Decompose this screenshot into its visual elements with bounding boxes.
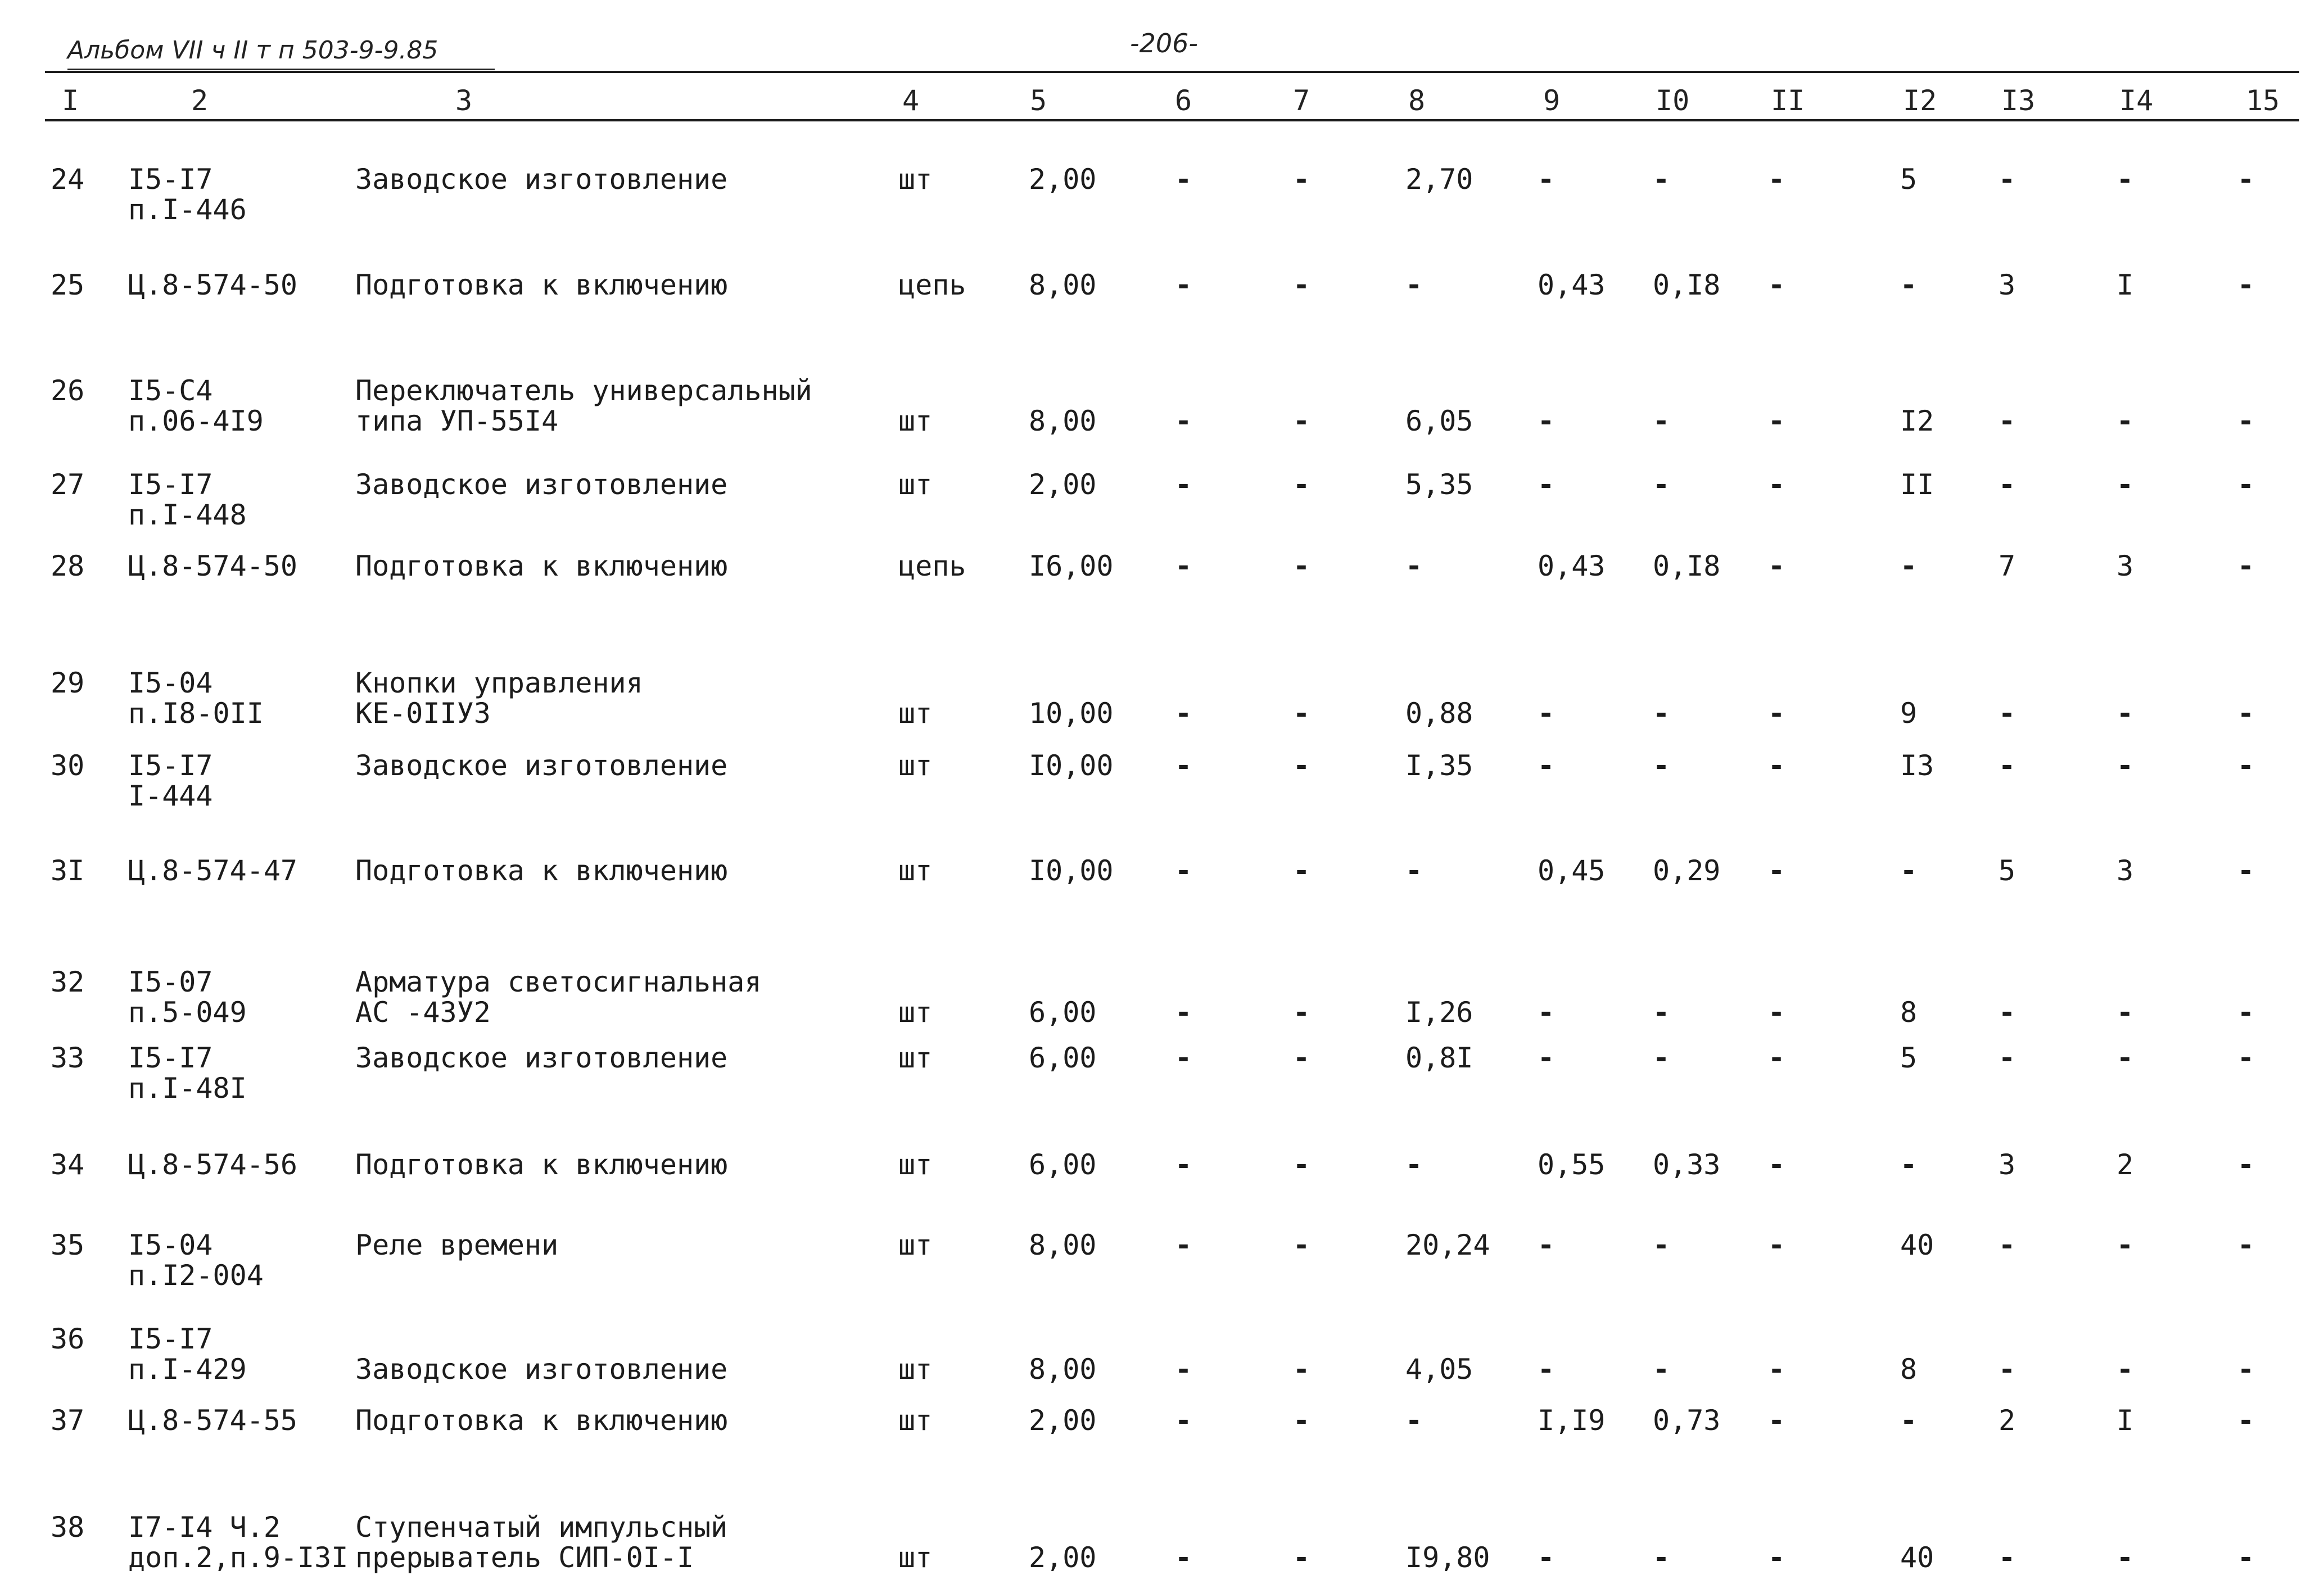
row-cell-c12: I2 bbox=[1900, 405, 1934, 437]
row-cell-c6: - bbox=[1175, 550, 1192, 582]
row-cell-c7: - bbox=[1293, 854, 1310, 887]
row-unit: цепь bbox=[898, 269, 966, 301]
row-name: АС -43У2 bbox=[355, 996, 491, 1029]
row-code: п.I8-0II bbox=[128, 697, 264, 730]
row-number: 29 bbox=[51, 667, 85, 699]
row-name: Подготовка к включению bbox=[355, 1148, 728, 1181]
row-cell-c7: - bbox=[1293, 1148, 1310, 1181]
row-cell-c7: - bbox=[1293, 996, 1310, 1029]
row-cell-c9: 0,45 bbox=[1538, 854, 1606, 887]
row-name: Подготовка к включению bbox=[355, 854, 728, 887]
row-cell-c8: - bbox=[1405, 1148, 1423, 1181]
row-cell-c11: - bbox=[1768, 550, 1785, 582]
row-cell-c14: 2 bbox=[2117, 1148, 2134, 1181]
row-cell-c12: II bbox=[1900, 468, 1934, 501]
row-cell-c8: I,26 bbox=[1405, 996, 1473, 1029]
row-number: 24 bbox=[51, 163, 85, 196]
row-unit: шт bbox=[898, 1353, 933, 1386]
row-code: I5-04 bbox=[128, 667, 213, 699]
row-cell-c8: 6,05 bbox=[1405, 405, 1473, 437]
row-unit: шт bbox=[898, 697, 933, 730]
row-cell-c12: 8 bbox=[1900, 1353, 1918, 1386]
column-header-5: 5 bbox=[1030, 84, 1047, 117]
row-cell-c15: - bbox=[2237, 749, 2255, 782]
row-cell-c5: 8,00 bbox=[1029, 405, 1097, 437]
row-cell-c10: - bbox=[1653, 468, 1670, 501]
row-code: Ц.8-574-50 bbox=[128, 269, 298, 301]
row-cell-c10: 0,29 bbox=[1653, 854, 1721, 887]
row-cell-c13: 7 bbox=[1999, 550, 2016, 582]
row-cell-c14: - bbox=[2117, 749, 2134, 782]
row-cell-c13: - bbox=[1999, 1541, 2016, 1574]
row-code: Ц.8-574-47 bbox=[128, 854, 298, 887]
row-cell-c13: - bbox=[1999, 996, 2016, 1029]
row-cell-c11: - bbox=[1768, 468, 1785, 501]
row-cell-c15: - bbox=[2237, 1148, 2255, 1181]
row-cell-c10: - bbox=[1653, 996, 1670, 1029]
row-cell-c9: - bbox=[1538, 1229, 1555, 1261]
row-cell-c11: - bbox=[1768, 1229, 1785, 1261]
row-cell-c15: - bbox=[2237, 1541, 2255, 1574]
header-rule bbox=[45, 119, 2299, 121]
row-number: 34 bbox=[51, 1148, 85, 1181]
row-number: 36 bbox=[51, 1323, 85, 1355]
row-number: 26 bbox=[51, 374, 85, 407]
row-cell-c8: 4,05 bbox=[1405, 1353, 1473, 1386]
row-unit: шт bbox=[898, 854, 933, 887]
row-cell-c13: - bbox=[1999, 1042, 2016, 1074]
row-cell-c8: 2,70 bbox=[1405, 163, 1473, 196]
row-number: 30 bbox=[51, 749, 85, 782]
row-cell-c9: 0,43 bbox=[1538, 550, 1606, 582]
row-cell-c15: - bbox=[2237, 405, 2255, 437]
row-cell-c6: - bbox=[1175, 1042, 1192, 1074]
row-cell-c14: I bbox=[2117, 1404, 2134, 1437]
row-cell-c6: - bbox=[1175, 1229, 1192, 1261]
row-cell-c15: - bbox=[2237, 697, 2255, 730]
row-cell-c10: 0,I8 bbox=[1653, 269, 1721, 301]
row-code: п.I-48I bbox=[128, 1072, 247, 1105]
row-code: п.I2-004 bbox=[128, 1259, 264, 1292]
row-cell-c9: - bbox=[1538, 1042, 1555, 1074]
row-cell-c15: - bbox=[2237, 1404, 2255, 1437]
row-cell-c13: - bbox=[1999, 1229, 2016, 1261]
row-cell-c7: - bbox=[1293, 1229, 1310, 1261]
row-cell-c5: 2,00 bbox=[1029, 1404, 1097, 1437]
row-cell-c8: 0,8I bbox=[1405, 1042, 1473, 1074]
row-cell-c9: - bbox=[1538, 1353, 1555, 1386]
row-code: I5-С4 bbox=[128, 374, 213, 407]
row-cell-c6: - bbox=[1175, 405, 1192, 437]
row-cell-c9: I,I9 bbox=[1538, 1404, 1606, 1437]
column-header-7: 7 bbox=[1293, 84, 1310, 117]
row-code: I5-I7 bbox=[128, 163, 213, 196]
row-unit: шт bbox=[898, 163, 933, 196]
row-cell-c7: - bbox=[1293, 749, 1310, 782]
row-cell-c7: - bbox=[1293, 468, 1310, 501]
row-cell-c15: - bbox=[2237, 550, 2255, 582]
column-header-14: I4 bbox=[2119, 84, 2154, 117]
row-cell-c8: - bbox=[1405, 550, 1423, 582]
row-cell-c6: - bbox=[1175, 697, 1192, 730]
row-cell-c11: - bbox=[1768, 269, 1785, 301]
row-cell-c6: - bbox=[1175, 1404, 1192, 1437]
row-name: Подготовка к включению bbox=[355, 269, 728, 301]
row-cell-c5: 8,00 bbox=[1029, 1353, 1097, 1386]
row-cell-c15: - bbox=[2237, 1042, 2255, 1074]
row-code: п.I-446 bbox=[128, 193, 247, 226]
row-code: I5-I7 bbox=[128, 1323, 213, 1355]
row-cell-c14: - bbox=[2117, 697, 2134, 730]
row-cell-c9: - bbox=[1538, 697, 1555, 730]
column-header-2: 2 bbox=[191, 84, 209, 117]
row-number: 32 bbox=[51, 966, 85, 998]
row-cell-c10: - bbox=[1653, 1229, 1670, 1261]
column-header-15: 15 bbox=[2246, 84, 2280, 117]
row-cell-c11: - bbox=[1768, 697, 1785, 730]
row-name: Переключатель универсальный bbox=[355, 374, 812, 407]
row-cell-c8: I9,80 bbox=[1405, 1541, 1490, 1574]
row-cell-c7: - bbox=[1293, 405, 1310, 437]
row-cell-c7: - bbox=[1293, 269, 1310, 301]
row-cell-c12: 5 bbox=[1900, 1042, 1918, 1074]
row-code: Ц.8-574-50 bbox=[128, 550, 298, 582]
row-cell-c9: 0,43 bbox=[1538, 269, 1606, 301]
row-cell-c11: - bbox=[1768, 996, 1785, 1029]
row-cell-c5: 10,00 bbox=[1029, 697, 1114, 730]
row-number: 33 bbox=[51, 1042, 85, 1074]
row-cell-c9: - bbox=[1538, 996, 1555, 1029]
row-cell-c9: - bbox=[1538, 1541, 1555, 1574]
row-name: Ступенчатый импульсный bbox=[355, 1511, 728, 1544]
column-header-9: 9 bbox=[1543, 84, 1561, 117]
row-code: I5-I7 bbox=[128, 468, 213, 501]
row-cell-c9: - bbox=[1538, 163, 1555, 196]
row-name: Подготовка к включению bbox=[355, 550, 728, 582]
row-cell-c14: 3 bbox=[2117, 854, 2134, 887]
row-cell-c13: 3 bbox=[1999, 269, 2016, 301]
row-code: п.I-448 bbox=[128, 499, 247, 531]
row-unit: шт bbox=[898, 405, 933, 437]
row-cell-c10: - bbox=[1653, 163, 1670, 196]
row-cell-c11: - bbox=[1768, 1541, 1785, 1574]
row-cell-c14: - bbox=[2117, 468, 2134, 501]
row-cell-c11: - bbox=[1768, 1042, 1785, 1074]
column-header-12: I2 bbox=[1903, 84, 1937, 117]
row-cell-c12: 5 bbox=[1900, 163, 1918, 196]
row-code: I5-04 bbox=[128, 1229, 213, 1261]
row-cell-c12: 9 bbox=[1900, 697, 1918, 730]
row-cell-c6: - bbox=[1175, 1353, 1192, 1386]
row-unit: шт bbox=[898, 749, 933, 782]
row-cell-c15: - bbox=[2237, 1229, 2255, 1261]
row-cell-c5: 2,00 bbox=[1029, 468, 1097, 501]
row-cell-c12: - bbox=[1900, 550, 1918, 582]
row-cell-c14: 3 bbox=[2117, 550, 2134, 582]
row-cell-c8: I,35 bbox=[1405, 749, 1473, 782]
column-header-4: 4 bbox=[902, 84, 920, 117]
row-unit: шт bbox=[898, 1229, 933, 1261]
row-code: I-444 bbox=[128, 780, 213, 812]
row-name: Кнопки управления bbox=[355, 667, 643, 699]
row-cell-c14: - bbox=[2117, 1229, 2134, 1261]
row-number: 35 bbox=[51, 1229, 85, 1261]
row-cell-c7: - bbox=[1293, 1404, 1310, 1437]
row-cell-c6: - bbox=[1175, 854, 1192, 887]
row-cell-c7: - bbox=[1293, 550, 1310, 582]
row-unit: шт bbox=[898, 1148, 933, 1181]
row-cell-c10: - bbox=[1653, 749, 1670, 782]
row-cell-c10: 0,73 bbox=[1653, 1404, 1721, 1437]
row-cell-c8: 0,88 bbox=[1405, 697, 1473, 730]
row-unit: шт bbox=[898, 996, 933, 1029]
row-code: Ц.8-574-55 bbox=[128, 1404, 298, 1437]
row-cell-c12: 40 bbox=[1900, 1541, 1934, 1574]
row-cell-c9: - bbox=[1538, 468, 1555, 501]
album-reference-underline bbox=[67, 69, 495, 70]
row-cell-c10: 0,I8 bbox=[1653, 550, 1721, 582]
row-name: прерыватель СИП-0I-I bbox=[355, 1541, 694, 1574]
row-cell-c8: 5,35 bbox=[1405, 468, 1473, 501]
row-cell-c7: - bbox=[1293, 1353, 1310, 1386]
row-cell-c7: - bbox=[1293, 697, 1310, 730]
row-name: Заводское изготовление bbox=[355, 163, 728, 196]
row-name: типа УП-55I4 bbox=[355, 405, 559, 437]
column-header-10: I0 bbox=[1656, 84, 1690, 117]
row-cell-c5: 2,00 bbox=[1029, 1541, 1097, 1574]
row-cell-c5: 6,00 bbox=[1029, 1148, 1097, 1181]
row-name: Заводское изготовление bbox=[355, 749, 728, 782]
row-cell-c11: - bbox=[1768, 854, 1785, 887]
row-cell-c7: - bbox=[1293, 163, 1310, 196]
row-cell-c11: - bbox=[1768, 163, 1785, 196]
row-cell-c10: - bbox=[1653, 1541, 1670, 1574]
row-cell-c5: I6,00 bbox=[1029, 550, 1114, 582]
row-cell-c15: - bbox=[2237, 163, 2255, 196]
row-code: I5-I7 bbox=[128, 749, 213, 782]
row-cell-c13: 5 bbox=[1999, 854, 2016, 887]
row-cell-c5: 2,00 bbox=[1029, 163, 1097, 196]
row-unit: шт bbox=[898, 1404, 933, 1437]
row-cell-c13: - bbox=[1999, 163, 2016, 196]
column-header-8: 8 bbox=[1408, 84, 1426, 117]
row-cell-c5: I0,00 bbox=[1029, 749, 1114, 782]
row-cell-c10: - bbox=[1653, 1042, 1670, 1074]
row-code: п.I-429 bbox=[128, 1353, 247, 1386]
row-cell-c11: - bbox=[1768, 1404, 1785, 1437]
row-cell-c14: - bbox=[2117, 1541, 2134, 1574]
row-code: I5-07 bbox=[128, 966, 213, 998]
column-header-11: II bbox=[1771, 84, 1805, 117]
row-cell-c12: 8 bbox=[1900, 996, 1918, 1029]
row-cell-c13: - bbox=[1999, 1353, 2016, 1386]
row-cell-c6: - bbox=[1175, 996, 1192, 1029]
row-cell-c13: - bbox=[1999, 468, 2016, 501]
row-cell-c6: - bbox=[1175, 749, 1192, 782]
row-cell-c14: - bbox=[2117, 996, 2134, 1029]
row-number: 25 bbox=[51, 269, 85, 301]
column-header-13: I3 bbox=[2001, 84, 2036, 117]
row-cell-c15: - bbox=[2237, 854, 2255, 887]
row-cell-c9: - bbox=[1538, 405, 1555, 437]
row-cell-c14: I bbox=[2117, 269, 2134, 301]
row-name: Подготовка к включению bbox=[355, 1404, 728, 1437]
top-rule bbox=[45, 71, 2299, 73]
row-cell-c15: - bbox=[2237, 269, 2255, 301]
album-reference: Альбом VII ч II т п 503-9-9.85 bbox=[67, 36, 438, 65]
row-cell-c10: - bbox=[1653, 405, 1670, 437]
row-cell-c15: - bbox=[2237, 468, 2255, 501]
row-cell-c6: - bbox=[1175, 468, 1192, 501]
row-cell-c14: - bbox=[2117, 405, 2134, 437]
row-cell-c10: 0,33 bbox=[1653, 1148, 1721, 1181]
row-cell-c12: - bbox=[1900, 1148, 1918, 1181]
row-cell-c11: - bbox=[1768, 1148, 1785, 1181]
row-cell-c14: - bbox=[2117, 163, 2134, 196]
row-cell-c5: 8,00 bbox=[1029, 1229, 1097, 1261]
row-cell-c6: - bbox=[1175, 269, 1192, 301]
row-cell-c12: - bbox=[1900, 1404, 1918, 1437]
row-name: Арматура светосигнальная bbox=[355, 966, 762, 998]
row-unit: шт bbox=[898, 468, 933, 501]
row-cell-c15: - bbox=[2237, 1353, 2255, 1386]
row-cell-c13: - bbox=[1999, 697, 2016, 730]
row-number: 28 bbox=[51, 550, 85, 582]
row-code: п.5-049 bbox=[128, 996, 247, 1029]
row-number: 37 bbox=[51, 1404, 85, 1437]
row-cell-c5: I0,00 bbox=[1029, 854, 1114, 887]
row-cell-c8: - bbox=[1405, 269, 1423, 301]
row-cell-c13: - bbox=[1999, 749, 2016, 782]
row-cell-c11: - bbox=[1768, 405, 1785, 437]
row-name: Заводское изготовление bbox=[355, 1042, 728, 1074]
row-cell-c13: - bbox=[1999, 405, 2016, 437]
row-cell-c13: 2 bbox=[1999, 1404, 2016, 1437]
row-cell-c7: - bbox=[1293, 1042, 1310, 1074]
row-cell-c8: - bbox=[1405, 854, 1423, 887]
row-cell-c6: - bbox=[1175, 1541, 1192, 1574]
row-cell-c6: - bbox=[1175, 1148, 1192, 1181]
row-cell-c6: - bbox=[1175, 163, 1192, 196]
row-cell-c8: - bbox=[1405, 1404, 1423, 1437]
row-cell-c9: - bbox=[1538, 749, 1555, 782]
row-cell-c5: 6,00 bbox=[1029, 996, 1097, 1029]
row-name: Заводское изготовление bbox=[355, 468, 728, 501]
column-header-6: 6 bbox=[1175, 84, 1192, 117]
row-cell-c13: 3 bbox=[1999, 1148, 2016, 1181]
row-cell-c5: 8,00 bbox=[1029, 269, 1097, 301]
row-cell-c5: 6,00 bbox=[1029, 1042, 1097, 1074]
row-cell-c9: 0,55 bbox=[1538, 1148, 1606, 1181]
row-cell-c7: - bbox=[1293, 1541, 1310, 1574]
page-number: -206- bbox=[1130, 28, 1198, 58]
row-code: п.06-4I9 bbox=[128, 405, 264, 437]
row-cell-c12: - bbox=[1900, 854, 1918, 887]
row-code: I7-I4 Ч.2 bbox=[128, 1511, 281, 1544]
row-cell-c12: - bbox=[1900, 269, 1918, 301]
row-name: Реле времени bbox=[355, 1229, 559, 1261]
row-cell-c12: 40 bbox=[1900, 1229, 1934, 1261]
row-cell-c11: - bbox=[1768, 1353, 1785, 1386]
row-cell-c14: - bbox=[2117, 1042, 2134, 1074]
row-code: Ц.8-574-56 bbox=[128, 1148, 298, 1181]
row-number: 27 bbox=[51, 468, 85, 501]
row-number: 38 bbox=[51, 1511, 85, 1544]
row-cell-c10: - bbox=[1653, 697, 1670, 730]
row-cell-c8: 20,24 bbox=[1405, 1229, 1490, 1261]
row-unit: шт bbox=[898, 1042, 933, 1074]
row-cell-c10: - bbox=[1653, 1353, 1670, 1386]
row-name: Заводское изготовление bbox=[355, 1353, 728, 1386]
row-code: I5-I7 bbox=[128, 1042, 213, 1074]
row-cell-c12: I3 bbox=[1900, 749, 1934, 782]
row-cell-c11: - bbox=[1768, 749, 1785, 782]
column-header-1: I bbox=[62, 84, 79, 117]
row-unit: цепь bbox=[898, 550, 966, 582]
row-unit: шт bbox=[898, 1541, 933, 1574]
row-number: 3I bbox=[51, 854, 85, 887]
row-name: КЕ-0IIУ3 bbox=[355, 697, 491, 730]
row-cell-c15: - bbox=[2237, 996, 2255, 1029]
row-cell-c14: - bbox=[2117, 1353, 2134, 1386]
row-code: доп.2,п.9-I3I bbox=[128, 1541, 349, 1574]
column-header-3: 3 bbox=[455, 84, 473, 117]
